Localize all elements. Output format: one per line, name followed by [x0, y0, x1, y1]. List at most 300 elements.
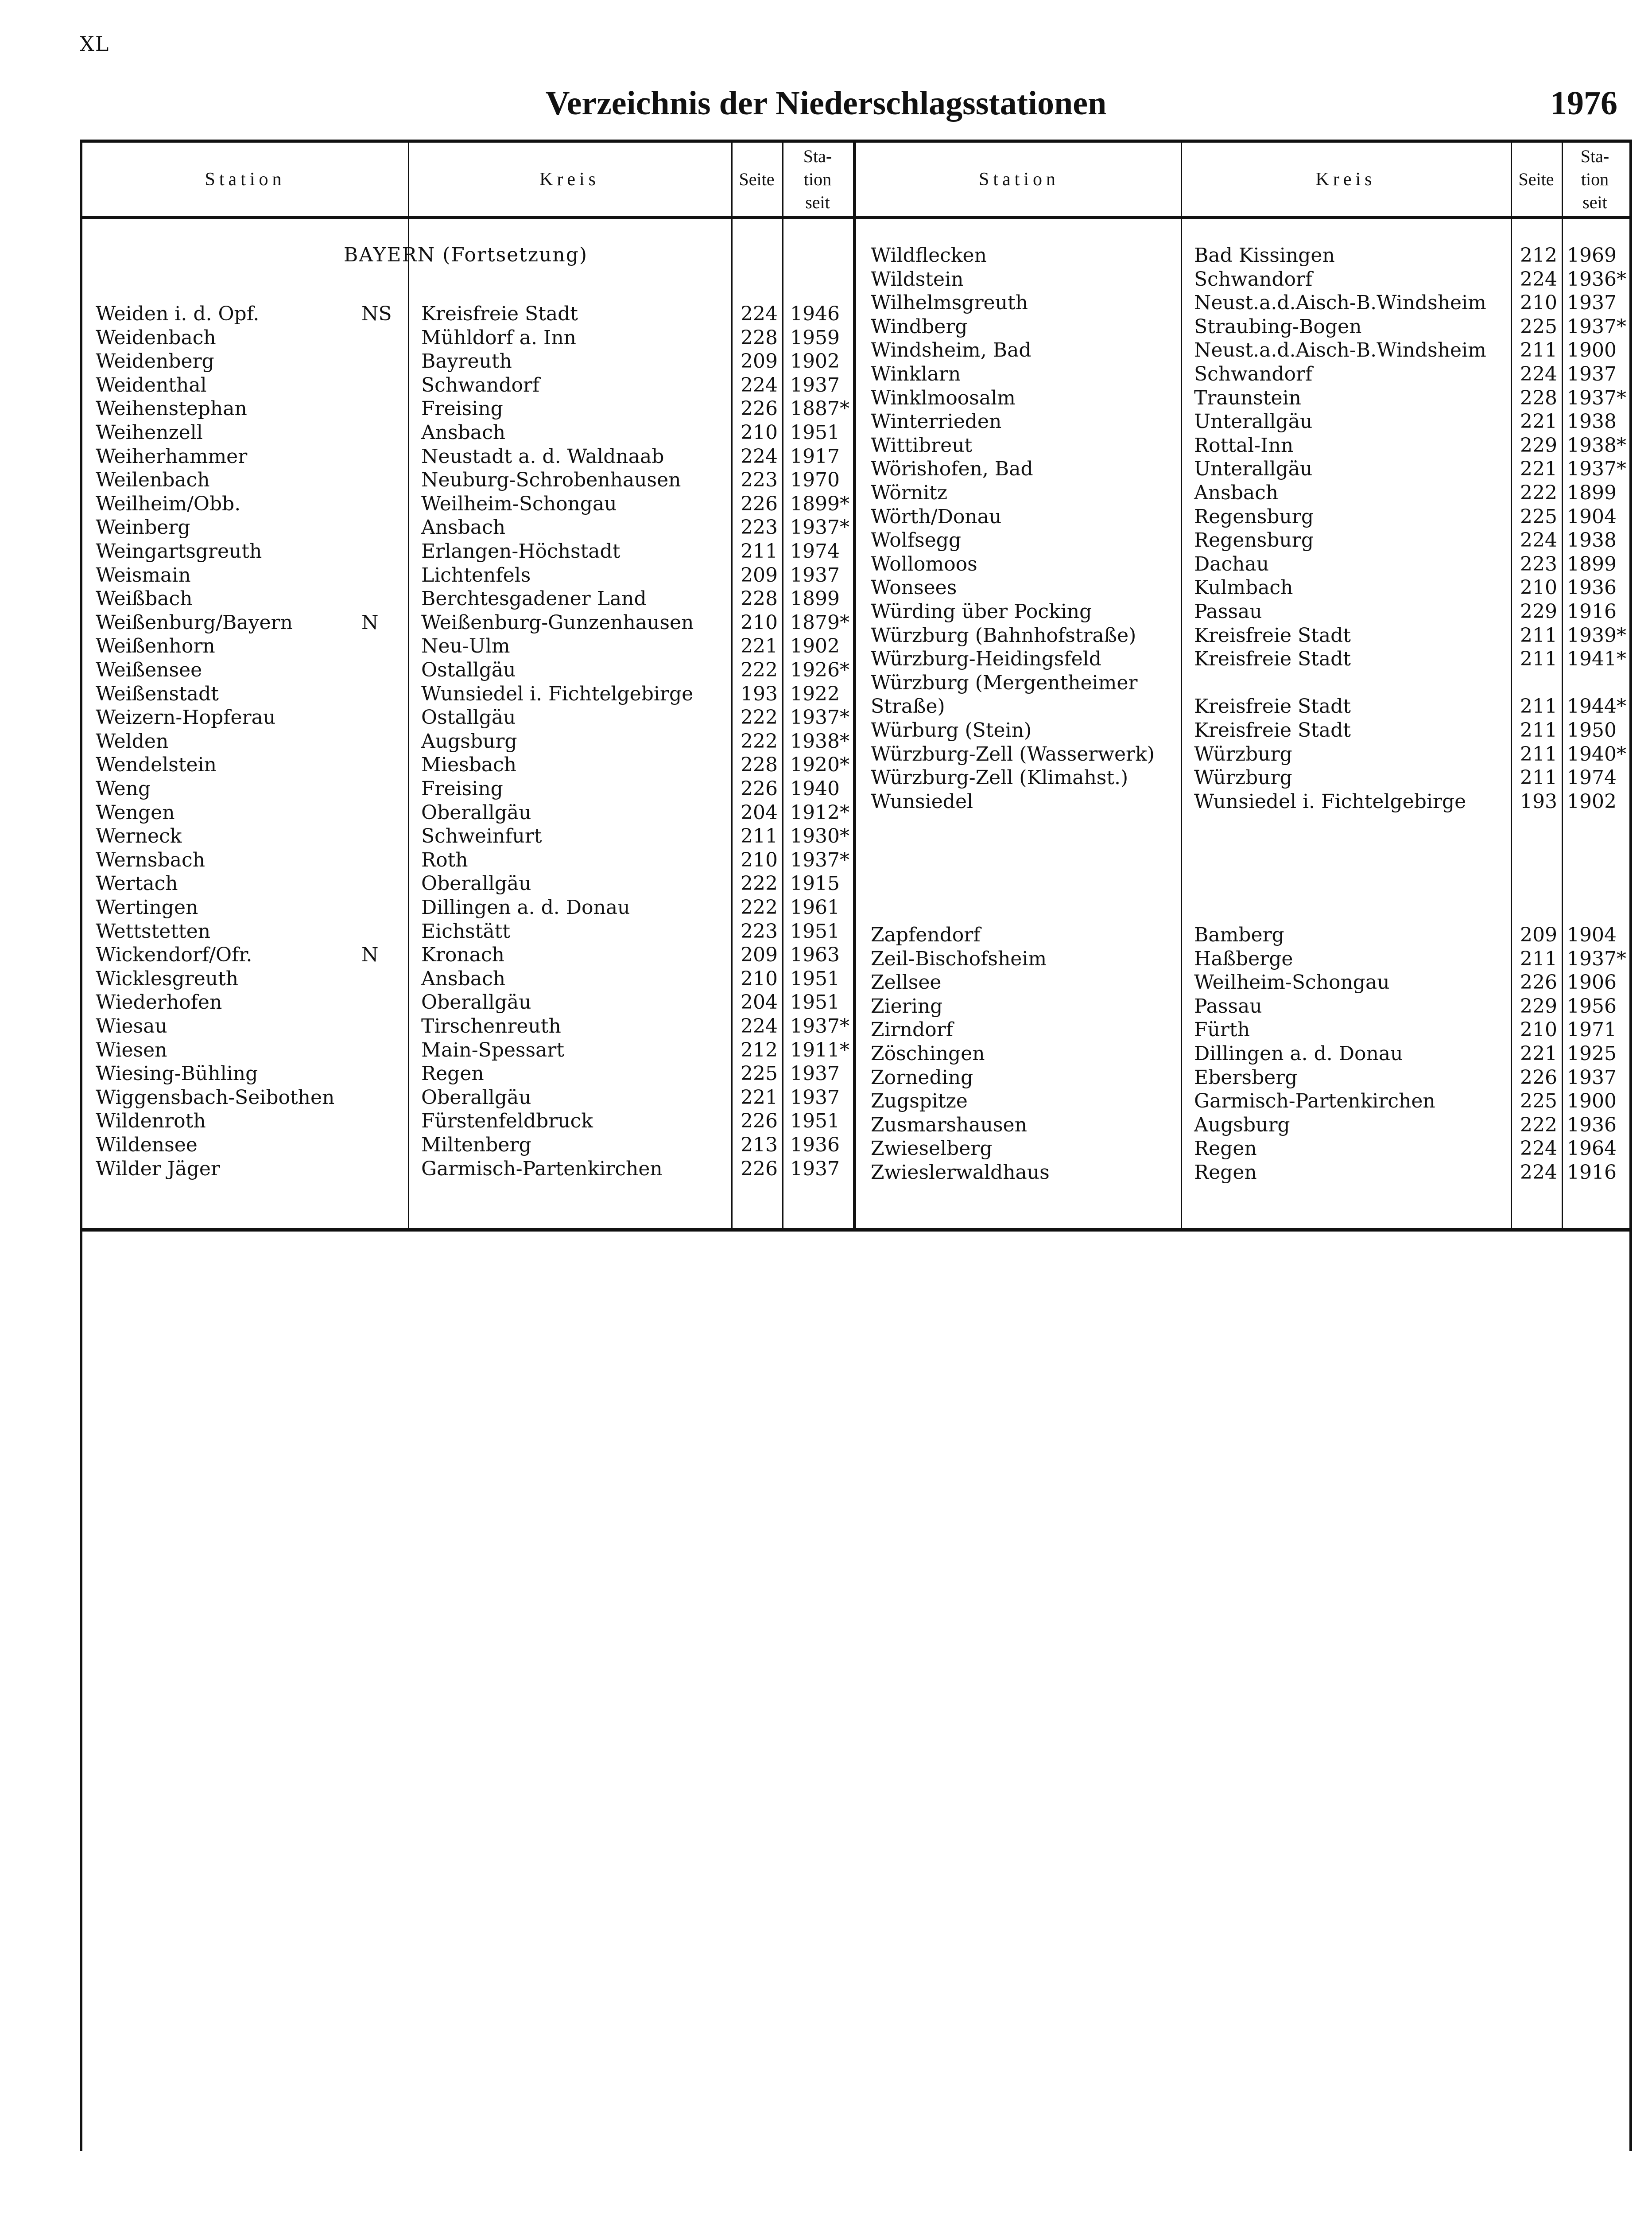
- table-row: [82, 971, 1628, 994]
- kreis-cell: Neu-Ulm: [421, 635, 510, 658]
- table-row: [82, 481, 1628, 505]
- station-cell: Wiesing-Bühling: [96, 1062, 258, 1085]
- station-cell: Zöschingen: [871, 1042, 985, 1065]
- station-cell: Weidenthal: [96, 373, 207, 396]
- station-cell: Wiesen: [96, 1038, 167, 1061]
- seit-cell: 1912*: [790, 801, 849, 824]
- station-cell: Weizern-Hopferau: [96, 706, 276, 729]
- kreis-cell: Ostallgäu: [421, 706, 516, 729]
- station-cell: Wildenroth: [96, 1110, 206, 1133]
- seit-cell: 1936*: [1567, 268, 1626, 291]
- kreis-cell: Mühldorf a. Inn: [421, 326, 577, 349]
- seit-cell: 1920*: [790, 754, 849, 777]
- seit-cell: 1879*: [790, 611, 849, 634]
- seit-cell: 1938: [1567, 410, 1617, 433]
- kreis-cell: Neustadt a. d. Waldnaab: [421, 445, 664, 468]
- seit-cell: 1946: [790, 303, 840, 325]
- kreis-cell: Oberallgäu: [421, 872, 531, 895]
- kreis-cell: Roth: [421, 848, 468, 871]
- seite-cell: 211: [1520, 742, 1557, 766]
- station-cell: Straße): [871, 695, 945, 718]
- kreis-cell: Straubing-Bogen: [1194, 315, 1362, 338]
- station-table: [82, 143, 1629, 1232]
- station-cell: Weng: [96, 777, 151, 800]
- station-cell: Weißbach: [96, 587, 193, 610]
- seit-cell: 1922: [790, 682, 840, 705]
- kreis-cell: Würzburg: [1194, 766, 1292, 789]
- station-cell: Wernsbach: [96, 848, 206, 871]
- seite-cell: 211: [1520, 695, 1557, 718]
- kreis-cell: Oberallgäu: [421, 991, 531, 1014]
- seit-cell: 1936: [1567, 576, 1617, 599]
- seit-cell: 1937*: [1567, 315, 1626, 338]
- station-cell: Wendelstein: [96, 754, 217, 777]
- seite-cell: 209: [1520, 924, 1557, 946]
- table-row: [82, 1066, 1628, 1089]
- seit-cell: 1937*: [790, 706, 849, 729]
- seit-cell: 1916: [1567, 600, 1617, 623]
- table-row: [82, 386, 1628, 410]
- seit-cell: 1937*: [790, 1015, 849, 1038]
- seite-cell: 212: [1520, 244, 1557, 267]
- seite-cell: 224: [1520, 1161, 1557, 1184]
- kreis-cell: Fürstenfeldbruck: [421, 1110, 593, 1133]
- station-cell: Weißenburg/Bayern: [96, 611, 293, 634]
- seite-cell: 211: [1520, 339, 1557, 362]
- kreis-cell: Haßberge: [1194, 947, 1293, 970]
- station-cell: Ziering: [871, 995, 943, 1018]
- seite-cell: 193: [741, 682, 778, 705]
- seit-cell: 1964: [1567, 1137, 1617, 1160]
- station-cell: Weilheim/Obb.: [96, 492, 241, 515]
- seite-cell: 225: [1520, 315, 1557, 338]
- kreis-cell: Fürth: [1194, 1018, 1250, 1041]
- header-seit-left: Sta- tion seit: [803, 146, 832, 212]
- seit-cell: 1938*: [1567, 434, 1626, 457]
- seit-cell: 1899: [1567, 552, 1617, 575]
- table-row: [82, 268, 1628, 291]
- seite-cell: 226: [741, 1157, 778, 1180]
- seite-cell: 223: [741, 516, 778, 539]
- seite-cell: 221: [741, 1086, 778, 1109]
- station-cell: Wiesau: [96, 1015, 167, 1038]
- seit-cell: 1937: [1567, 1066, 1617, 1089]
- header-seite-left: Seite: [739, 169, 775, 189]
- seite-cell: 210: [1520, 291, 1557, 315]
- station-cell: Zusmarshausen: [871, 1113, 1027, 1136]
- kreis-cell: Miltenberg: [421, 1134, 531, 1156]
- page-label: XL: [80, 32, 110, 56]
- seit-cell: 1961: [790, 896, 840, 919]
- station-cell: Weidenbach: [96, 326, 216, 349]
- seite-cell: 204: [741, 991, 778, 1014]
- seite-cell: 211: [741, 540, 778, 563]
- kreis-cell: Augsburg: [421, 730, 517, 753]
- kreis-cell: Dillingen a. d. Donau: [1194, 1042, 1403, 1065]
- seit-cell: 1917: [790, 445, 840, 468]
- kreis-cell: Ansbach: [421, 516, 506, 539]
- kreis-cell: Regen: [1194, 1161, 1257, 1184]
- station-cell: Wollomoos: [871, 552, 977, 575]
- seite-cell: 224: [1520, 1137, 1557, 1160]
- table-row: [82, 695, 1628, 718]
- station-cell: Würzburg-Heidingsfeld: [871, 648, 1101, 671]
- kreis-cell: Ebersberg: [1194, 1066, 1298, 1089]
- seit-cell: 1902: [1567, 790, 1617, 813]
- page-title: Verzeichnis der Niederschlagsstationen: [545, 85, 1107, 122]
- seit-cell: 1911*: [790, 1038, 849, 1061]
- seite-cell: 222: [741, 706, 778, 729]
- station-cell: Würding über Pocking: [871, 600, 1092, 623]
- kreis-cell: Lichtenfels: [421, 563, 531, 587]
- kreis-cell: Augsburg: [1194, 1113, 1290, 1136]
- page-year: 1976: [1550, 85, 1617, 122]
- seit-cell: 1887*: [790, 397, 849, 420]
- kreis-cell: Miesbach: [421, 754, 517, 777]
- station-cell: Wilhelmsgreuth: [871, 291, 1028, 315]
- kreis-cell: Schweinfurt: [421, 825, 542, 848]
- station-cell: Wunsiedel: [871, 790, 973, 813]
- station-cell: Weißenhorn: [96, 635, 215, 658]
- kreis-cell: Regensburg: [1194, 529, 1314, 552]
- kreis-cell: Regen: [421, 1062, 484, 1085]
- seite-cell: 221: [1520, 410, 1557, 433]
- kreis-cell: Bayreuth: [421, 350, 512, 373]
- kreis-cell: Neust.a.d.Aisch-B.Windsheim: [1194, 291, 1486, 315]
- station-cell: Zorneding: [871, 1066, 973, 1089]
- table-row: [82, 872, 1628, 895]
- seite-cell: 222: [741, 659, 778, 681]
- seite-cell: 222: [741, 730, 778, 753]
- table-row: [82, 362, 1628, 386]
- mark-cell: N: [361, 944, 379, 967]
- seit-cell: 1937: [790, 1062, 840, 1085]
- seit-cell: 1926*: [790, 659, 849, 681]
- seit-cell: 1970: [790, 469, 840, 492]
- mark-cell: NS: [361, 303, 392, 325]
- station-cell: Zapfendorf: [871, 924, 981, 946]
- table-row: [82, 624, 1628, 647]
- kreis-cell: Wunsiedel i. Fichtelgebirge: [421, 682, 694, 705]
- kreis-cell: Weilheim-Schongau: [421, 492, 617, 515]
- seite-cell: 212: [741, 1038, 778, 1061]
- seit-cell: 1951: [790, 1110, 840, 1133]
- kreis-cell: Freising: [421, 777, 503, 800]
- table-row: [82, 410, 1628, 433]
- seit-cell: 1974: [790, 540, 840, 563]
- seit-cell: 1951: [790, 920, 840, 943]
- seit-cell: 1938: [1567, 529, 1617, 552]
- seit-cell: 1937: [1567, 363, 1617, 385]
- station-cell: Zeil-Bischofsheim: [871, 947, 1047, 970]
- seit-cell: 1937*: [1567, 947, 1626, 970]
- seite-cell: 226: [741, 1110, 778, 1133]
- kreis-cell: Tirschenreuth: [421, 1015, 561, 1038]
- kreis-cell: Schwandorf: [1194, 268, 1313, 291]
- kreis-cell: Kronach: [421, 944, 504, 967]
- seit-cell: 1939*: [1567, 624, 1626, 647]
- seit-cell: 1902: [790, 635, 840, 658]
- seit-cell: 1940: [790, 777, 840, 800]
- station-cell: Winklarn: [871, 363, 961, 385]
- table-row: [82, 528, 1628, 552]
- seit-cell: 1951: [790, 421, 840, 444]
- seite-cell: 223: [741, 920, 778, 943]
- kreis-cell: Dachau: [1194, 552, 1269, 575]
- kreis-cell: Würzburg: [1194, 742, 1292, 766]
- kreis-cell: Passau: [1194, 995, 1262, 1018]
- kreis-cell: Kreisfreie Stadt: [1194, 624, 1351, 647]
- table-row: [82, 742, 1628, 766]
- kreis-cell: Schwandorf: [1194, 363, 1313, 385]
- seite-cell: 224: [1520, 363, 1557, 385]
- table-row: [82, 824, 1628, 848]
- seite-cell: 211: [1520, 624, 1557, 647]
- station-cell: Welden: [96, 730, 169, 753]
- seite-cell: 226: [1520, 971, 1557, 994]
- seite-cell: 210: [1520, 1018, 1557, 1041]
- seit-cell: 1936: [1567, 1113, 1617, 1136]
- kreis-cell: Ansbach: [421, 967, 506, 990]
- table-row: [82, 1113, 1628, 1137]
- table-row: [82, 600, 1628, 623]
- table-row: [82, 766, 1628, 789]
- kreis-cell: Weißenburg-Gunzenhausen: [421, 611, 694, 634]
- seit-cell: 1956: [1567, 995, 1617, 1018]
- seite-cell: 229: [1520, 995, 1557, 1018]
- seit-cell: 1904: [1567, 505, 1617, 528]
- station-cell: Weinberg: [96, 516, 190, 539]
- station-cell: Wildensee: [96, 1134, 198, 1156]
- table-row: [82, 848, 1628, 872]
- seite-cell: 211: [1520, 648, 1557, 671]
- seit-cell: 1938*: [790, 730, 849, 753]
- seite-cell: 226: [1520, 1066, 1557, 1089]
- station-cell: Zellsee: [871, 971, 942, 994]
- seite-cell: 224: [741, 373, 778, 396]
- seite-cell: 210: [741, 967, 778, 990]
- station-cell: Wickendorf/Ofr.: [96, 944, 252, 967]
- seit-cell: 1915: [790, 872, 840, 895]
- station-cell: Wertingen: [96, 896, 198, 919]
- table-row: [82, 434, 1628, 457]
- station-cell: Wiggensbach-Seibothen: [96, 1086, 335, 1109]
- kreis-cell: Kreisfreie Stadt: [1194, 695, 1351, 718]
- station-cell: Wittibreut: [871, 434, 973, 457]
- station-cell: Würzburg-Zell (Klimahst.): [871, 766, 1128, 789]
- seit-cell: 1916: [1567, 1161, 1617, 1184]
- seit-cell: 1971: [1567, 1018, 1617, 1041]
- table-row: [82, 338, 1628, 362]
- kreis-cell: Unterallgäu: [1194, 458, 1313, 481]
- seit-cell: 1969: [1567, 244, 1617, 267]
- seite-cell: 210: [741, 611, 778, 634]
- seit-cell: 1899: [1567, 482, 1617, 504]
- station-cell: Weißenstadt: [96, 682, 219, 705]
- station-cell: Wildstein: [871, 268, 964, 291]
- station-cell: Wilder Jäger: [96, 1157, 220, 1180]
- seite-cell: 209: [741, 350, 778, 373]
- kreis-cell: Oberallgäu: [421, 801, 531, 824]
- seite-cell: 229: [1520, 600, 1557, 623]
- seite-cell: 209: [741, 563, 778, 587]
- station-cell: Wildflecken: [871, 244, 987, 267]
- kreis-cell: Erlangen-Höchstadt: [421, 540, 620, 563]
- seite-cell: 211: [741, 825, 778, 848]
- seit-cell: 1937: [790, 563, 840, 587]
- seit-cell: 1944*: [1567, 695, 1626, 718]
- kreis-cell: Bamberg: [1194, 924, 1284, 946]
- kreis-cell: Neust.a.d.Aisch-B.Windsheim: [1194, 339, 1486, 362]
- station-cell: Weiherhammer: [96, 445, 248, 468]
- station-cell: Wertach: [96, 872, 178, 895]
- seit-cell: 1937: [790, 373, 840, 396]
- seite-cell: 211: [1520, 766, 1557, 789]
- table-row: [82, 457, 1628, 481]
- seite-cell: 224: [741, 445, 778, 468]
- kreis-cell: Ostallgäu: [421, 659, 516, 681]
- station-cell: Wicklesgreuth: [96, 967, 239, 990]
- station-cell: Weißensee: [96, 659, 202, 681]
- table-row: [82, 576, 1628, 599]
- station-cell: Zwieselberg: [871, 1137, 993, 1160]
- seit-cell: 1941*: [1567, 648, 1626, 671]
- header-kreis-right: Kreis: [1315, 169, 1376, 190]
- kreis-cell: Eichstätt: [421, 920, 511, 943]
- seit-cell: 1974: [1567, 766, 1617, 789]
- seit-cell: 1925: [1567, 1042, 1617, 1065]
- station-cell: Windsheim, Bad: [871, 339, 1032, 362]
- seite-cell: 229: [1520, 434, 1557, 457]
- seite-cell: 226: [741, 492, 778, 515]
- station-cell: Wörishofen, Bad: [871, 458, 1033, 481]
- table-row: [82, 552, 1628, 576]
- header-seite-right: Seite: [1518, 169, 1554, 189]
- table-row: [82, 1018, 1628, 1041]
- header-seit-right: Sta- tion seit: [1580, 146, 1609, 212]
- seit-cell: 1937: [790, 1086, 840, 1109]
- station-cell: Würzburg (Mergentheimer: [871, 671, 1138, 694]
- seite-cell: 211: [1520, 947, 1557, 970]
- seite-cell: 222: [741, 872, 778, 895]
- table-row: [82, 505, 1628, 528]
- seit-cell: 1899: [790, 587, 840, 610]
- kreis-cell: Weilheim-Schongau: [1194, 971, 1390, 994]
- seit-cell: 1940*: [1567, 742, 1626, 766]
- seit-cell: 1963: [790, 944, 840, 967]
- header-station-right: Station: [978, 169, 1059, 190]
- seite-cell: 228: [1520, 386, 1557, 409]
- station-cell: Weismain: [96, 563, 191, 587]
- table-row: [82, 947, 1628, 971]
- kreis-cell: Ansbach: [1194, 482, 1279, 504]
- station-cell: Zirndorf: [871, 1018, 953, 1041]
- kreis-cell: Dillingen a. d. Donau: [421, 896, 630, 919]
- station-cell: Winklmoosalm: [871, 386, 1016, 409]
- seit-cell: 1904: [1567, 924, 1617, 946]
- seite-cell: 213: [741, 1134, 778, 1156]
- station-cell: Weidenberg: [96, 350, 214, 373]
- seite-cell: 221: [1520, 458, 1557, 481]
- seite-cell: 225: [1520, 505, 1557, 528]
- table-row: [82, 719, 1628, 742]
- seit-cell: 1900: [1567, 339, 1617, 362]
- seite-cell: 224: [741, 303, 778, 325]
- station-cell: Wiederhofen: [96, 991, 222, 1014]
- station-cell: Weingartsgreuth: [96, 540, 262, 563]
- kreis-cell: Oberallgäu: [421, 1086, 531, 1109]
- seite-cell: 223: [741, 469, 778, 492]
- seit-cell: 1937: [790, 1157, 840, 1180]
- station-cell: Werneck: [96, 825, 182, 848]
- seite-cell: 222: [1520, 1113, 1557, 1136]
- kreis-cell: Rottal-Inn: [1194, 434, 1294, 457]
- kreis-cell: Regen: [1194, 1137, 1257, 1160]
- kreis-cell: Kreisfreie Stadt: [421, 303, 578, 325]
- table-row: [82, 315, 1628, 338]
- station-cell: Weihenstephan: [96, 397, 247, 420]
- seite-cell: 228: [741, 754, 778, 777]
- kreis-cell: Neuburg-Schrobenhausen: [421, 469, 681, 492]
- table-row: [82, 790, 1628, 813]
- seit-cell: 1937*: [1567, 458, 1626, 481]
- kreis-cell: Freising: [421, 397, 503, 420]
- kreis-cell: Passau: [1194, 600, 1262, 623]
- station-cell: Weihenzell: [96, 421, 203, 444]
- table-row: [82, 1161, 1628, 1184]
- seite-cell: 225: [741, 1062, 778, 1085]
- seit-cell: 1902: [790, 350, 840, 373]
- mark-cell: N: [361, 611, 379, 634]
- page-frame: [80, 140, 1632, 2151]
- seite-cell: 228: [741, 587, 778, 610]
- table-row: [82, 291, 1628, 315]
- seite-cell: 225: [1520, 1090, 1557, 1113]
- table-row: [82, 244, 1628, 267]
- table-row: [82, 995, 1628, 1018]
- table-row: [82, 1042, 1628, 1065]
- seite-cell: 228: [741, 326, 778, 349]
- header-kreis-left: Kreis: [539, 169, 600, 190]
- seite-cell: 224: [1520, 268, 1557, 291]
- station-cell: Zwieslerwaldhaus: [871, 1161, 1050, 1184]
- kreis-cell: Kreisfreie Stadt: [1194, 648, 1351, 671]
- kreis-cell: Unterallgäu: [1194, 410, 1313, 433]
- kreis-cell: Ansbach: [421, 421, 506, 444]
- seite-cell: 224: [741, 1015, 778, 1038]
- kreis-cell: Kreisfreie Stadt: [1194, 719, 1351, 742]
- seite-cell: 222: [1520, 482, 1557, 504]
- kreis-cell: Schwandorf: [421, 373, 540, 396]
- kreis-cell: Berchtesgadener Land: [421, 587, 647, 610]
- table-row: [82, 896, 1628, 919]
- header-station-left: Station: [205, 169, 286, 190]
- seite-cell: 224: [1520, 529, 1557, 552]
- station-cell: Winterrieden: [871, 410, 1002, 433]
- station-cell: Zugspitze: [871, 1090, 968, 1113]
- station-cell: Wettstetten: [96, 920, 211, 943]
- seite-cell: 210: [741, 848, 778, 871]
- station-cell: Würzburg-Zell (Wasserwerk): [871, 742, 1155, 766]
- station-cell: Weilenbach: [96, 469, 210, 492]
- station-cell: Würzburg (Bahnhofstraße): [871, 624, 1136, 647]
- seite-cell: 193: [1520, 790, 1557, 813]
- kreis-cell: Traunstein: [1194, 386, 1301, 409]
- kreis-cell: Kulmbach: [1194, 576, 1293, 599]
- seit-cell: 1930*: [790, 825, 849, 848]
- seit-cell: 1937*: [1567, 386, 1626, 409]
- table-row: [82, 671, 1628, 695]
